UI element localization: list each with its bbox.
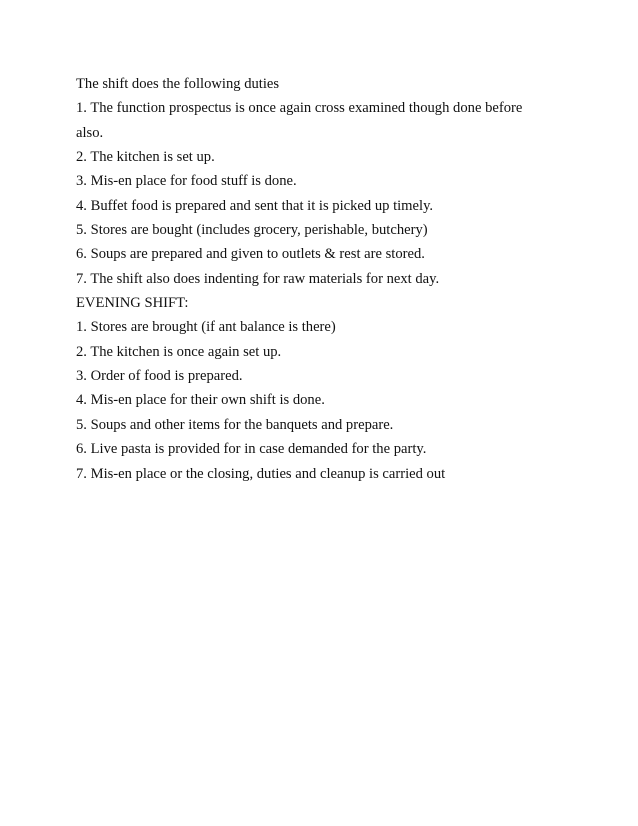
list-item: 7. Mis-en place or the closing, duties and cleanup is carried out (76, 465, 446, 482)
list-item: 5. Soups and other items for the banquets and prepare. (76, 416, 394, 433)
intro-line: The shift does the following duties (76, 76, 280, 92)
list-item: 1. The function prospectus is once again cross examined though done before (76, 100, 523, 117)
list-item: 4. Buffet food is prepared and sent that it is picked up timely. (76, 197, 434, 214)
list-item: 2. The kitchen is once again set up. (76, 343, 282, 360)
list-item: 6. Live pasta is provided for in case demanded for the party. (76, 441, 427, 458)
document-body (76, 72, 576, 486)
list-item: 7. The shift also does indenting for raw materials for next day. (76, 270, 440, 287)
list-item-continuation: also. (76, 124, 104, 141)
list-item: 4. Mis-en place for their own shift is done. (76, 392, 325, 409)
list-item: 5. Stores are bought (includes grocery, perishable, butchery) (76, 222, 428, 239)
list-item: 2. The kitchen is set up. (76, 149, 215, 166)
list-item: 3. Order of food is prepared. (76, 368, 243, 385)
section-heading: EVENING SHIFT: (76, 295, 189, 312)
list-item: 1. Stores are brought (if ant balance is there) (76, 319, 336, 336)
list-item: 6. Soups are prepared and given to outlets & rest are stored. (76, 246, 425, 263)
list-item: 3. Mis-en place for food stuff is done. (76, 173, 297, 190)
